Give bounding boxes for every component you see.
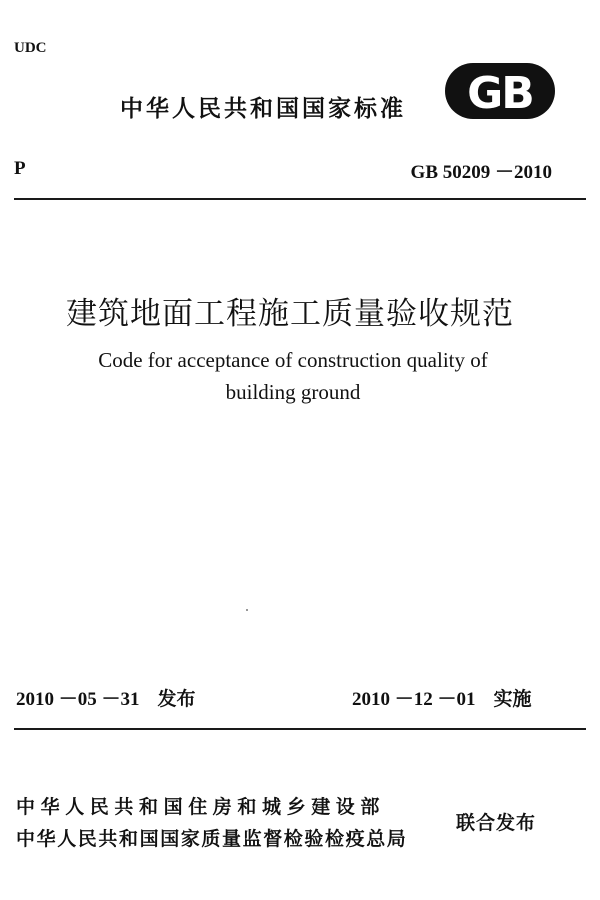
effective-date-line xyxy=(352,684,532,711)
gb-logo-text: GB xyxy=(467,68,533,119)
issue-date: 2010 －05 －31 xyxy=(16,689,140,710)
gb-logo xyxy=(444,62,556,120)
print-speck xyxy=(246,609,248,611)
joint-issue-label: 联合发布 xyxy=(456,812,537,834)
effective-label: 实施 xyxy=(493,688,532,710)
issue-date-line xyxy=(16,684,196,711)
document-title-chinese: 建筑地面工程施工质量验收规范 xyxy=(66,296,514,332)
issuer-aqsiq: 中华人民共和国国家质量监督检验检疫总局 xyxy=(16,828,408,850)
category-code: P xyxy=(14,158,26,179)
header-divider xyxy=(14,198,586,200)
title-english-line-2: building ground xyxy=(225,380,361,404)
issue-label: 发布 xyxy=(157,688,196,710)
dates-divider xyxy=(14,728,586,730)
document-title-english xyxy=(0,344,600,408)
standard-type-heading: 中华人民共和国国家标准 xyxy=(120,96,406,122)
udc-label: UDC xyxy=(14,40,47,56)
title-english-line-1: Code for acceptance of construction quality of xyxy=(98,348,488,372)
issuer-ministry: 中华人民共和国住房和城乡建设部 xyxy=(16,796,386,818)
standard-number: GB 50209 －2010 xyxy=(410,162,552,183)
effective-date: 2010 －12 －01 xyxy=(352,689,476,710)
